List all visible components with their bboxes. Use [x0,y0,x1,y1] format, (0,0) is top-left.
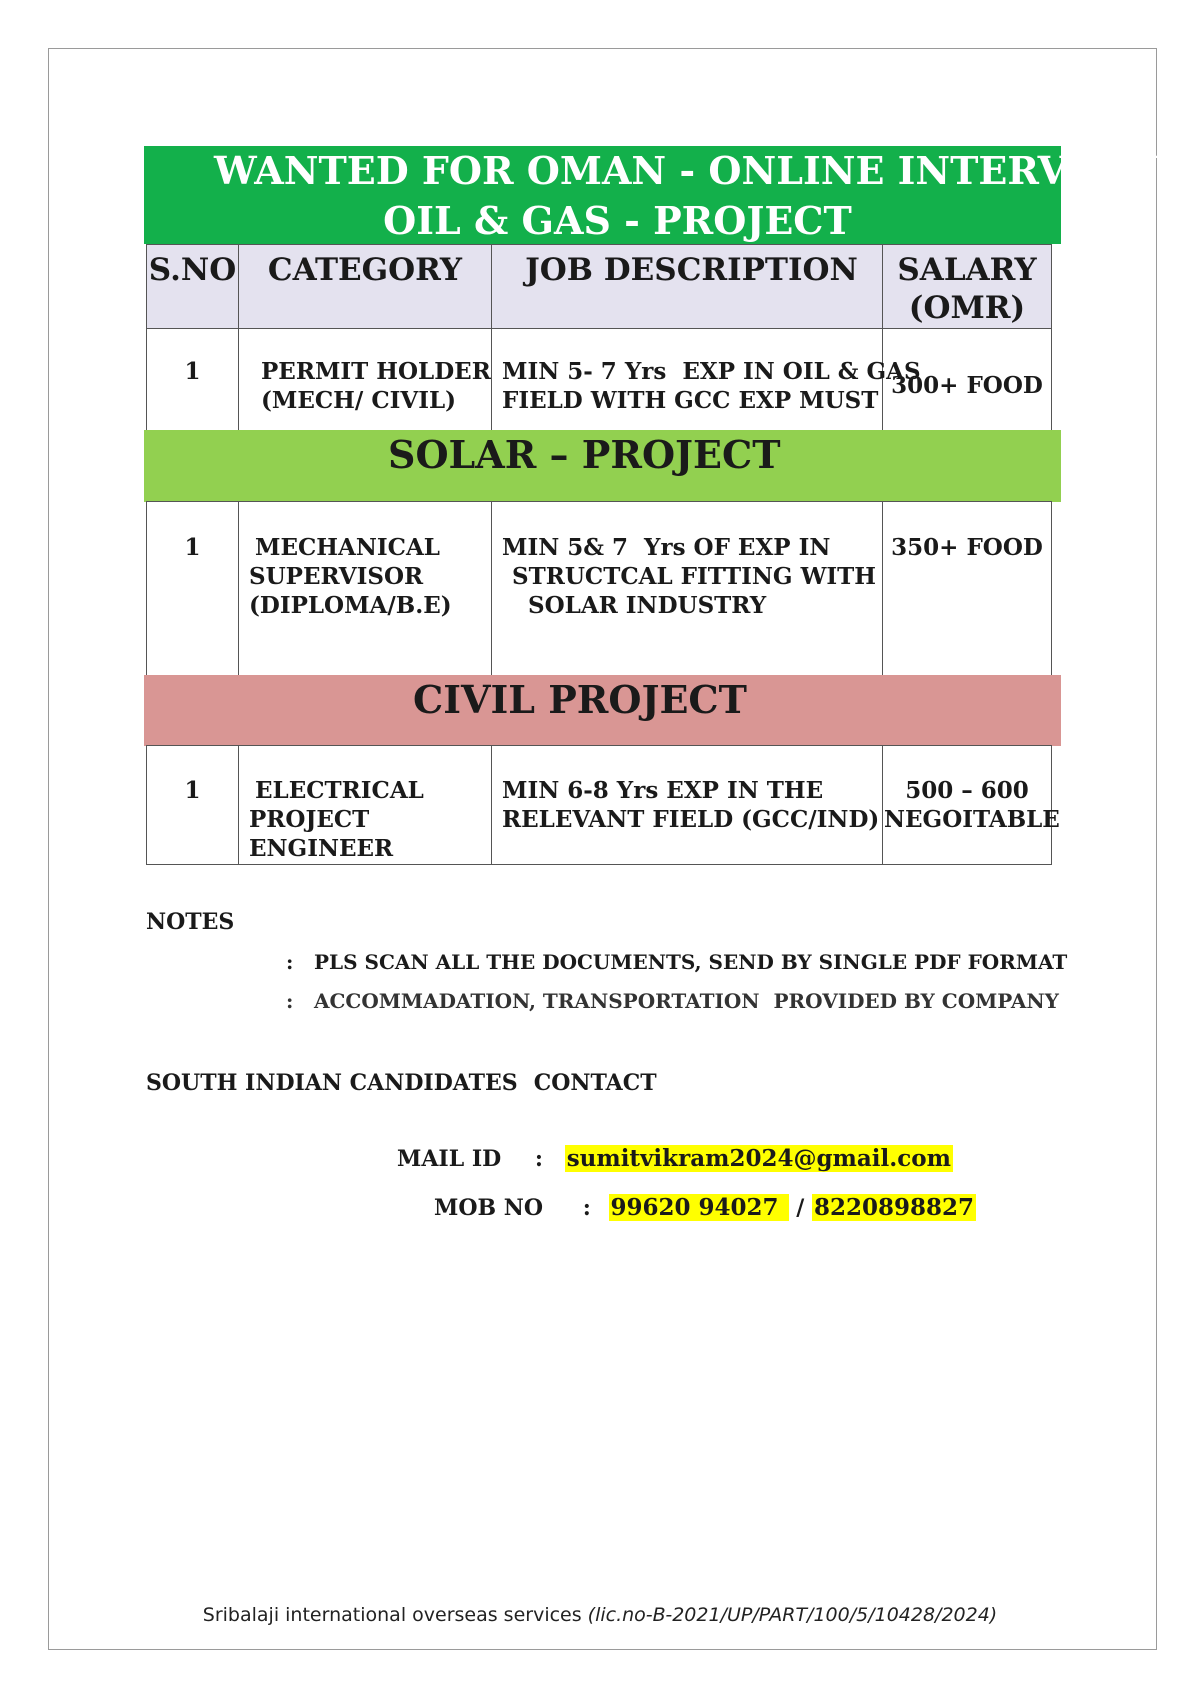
mail-label: MAIL ID [397,1146,502,1172]
solar-banner [144,430,1061,502]
table-row [147,329,1052,436]
footer [0,1604,1200,1626]
contact-title: SOUTH INDIAN CANDIDATES CONTACT [146,1070,657,1096]
row-description: MIN 5& 7 Yrs OF EXP IN STRUCTCAL FITTING WITH SOLAR INDUSTRY [492,502,883,676]
mobile-label: MOB NO [434,1195,544,1221]
civil-title: CIVIL PROJECT [413,677,747,722]
oil-gas-table [146,244,1052,436]
header-sno: S.NO [147,245,239,329]
mobile-line: MOB NO : 99620 94027 / 8220898827 [434,1194,975,1221]
civil-banner [144,675,1061,746]
row-sno: 1 [147,746,239,865]
solar-title: SOLAR – PROJECT [388,432,781,477]
row-category: MECHANICAL SUPERVISOR (DIPLOMA/B.E) [239,502,492,676]
mobile-number-1[interactable]: 99620 94027 [610,1194,787,1221]
footer-company: Sribalaji international overseas services [202,1604,588,1626]
row-salary: 300+ FOOD [883,329,1052,436]
table-row [147,502,1052,676]
row-description: MIN 6-8 Yrs EXP IN THE RELEVANT FIELD (GCC/IND) [492,746,883,865]
header-job-description: JOB DESCRIPTION [492,245,883,329]
row-sno: 1 [147,502,239,676]
notes-title: NOTES [146,909,235,935]
row-salary: 350+ FOOD [883,502,1052,676]
mobile-number-2[interactable]: 8220898827 [813,1194,975,1221]
solar-table [146,501,1052,676]
row-category: ELECTRICAL PROJECT ENGINEER [239,746,492,865]
table-header-row [147,245,1052,329]
row-salary: 500 – 600 NEGOITABLE [883,746,1052,865]
note-item: : PLS SCAN ALL THE DOCUMENTS, SEND BY SINGLE PDF FORMAT [286,950,1068,974]
table-row [147,746,1052,865]
header-category: CATEGORY [239,245,492,329]
header-title-line2: OIL & GAS - PROJECT [383,198,852,243]
civil-table [146,745,1060,865]
mail-value[interactable]: sumitvikram2024@gmail.com [566,1145,951,1172]
mail-line: MAIL ID : sumitvikram2024@gmail.com [397,1145,951,1172]
note-item: : ACCOMMADATION, TRANSPORTATION PROVIDED BY COMPANY [286,989,1059,1013]
mobile-separator: / [796,1195,805,1221]
row-description: MIN 5- 7 Yrs EXP IN OIL & GAS FIELD WITH GCC EXP MUST [492,329,883,436]
header-salary: SALARY (OMR) [883,245,1052,329]
header-title-line1: WANTED FOR OMAN - ONLINE INTERVIEW [214,148,1157,193]
row-category: PERMIT HOLDER (MECH/ CIVIL) [239,329,492,436]
footer-license: (lic.no-B-2021/UP/PART/100/5/10428/2024) [587,1604,998,1626]
row-sno: 1 [147,329,239,436]
header-banner [144,146,1157,244]
